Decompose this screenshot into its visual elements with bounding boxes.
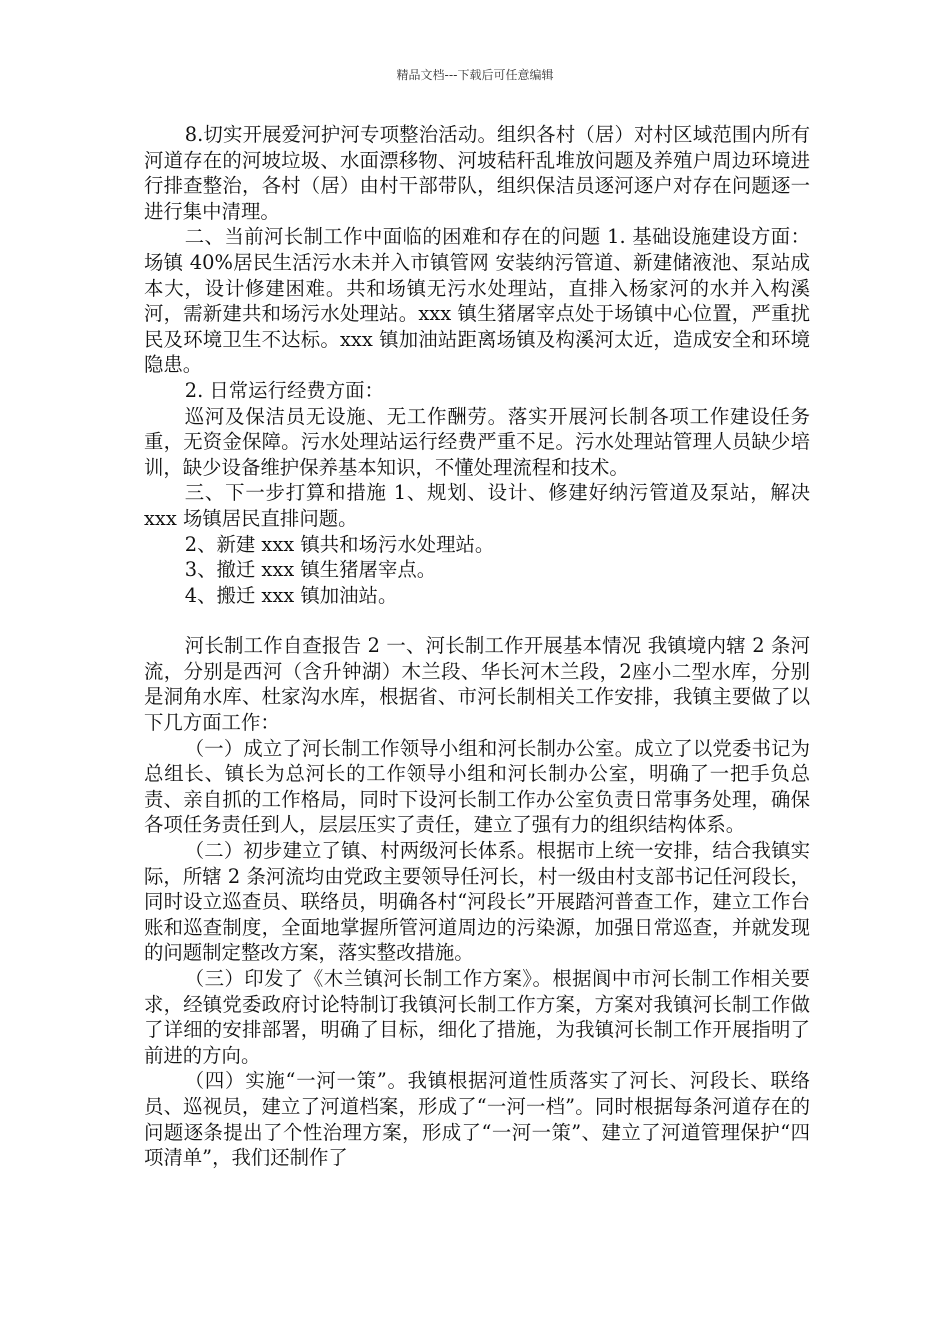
paragraph: 4、搬迁 xxx 镇加油站。 bbox=[184, 583, 398, 607]
paragraph: 3、撤迁 xxx 镇生猪屠宰点。 bbox=[184, 558, 437, 582]
page-header: 精品文档---下载后可任意编辑 bbox=[396, 68, 554, 82]
paragraph: 河长制工作自查报告 2 一、河长制工作开展基本情况 我镇境内辖 2 条河流，分别是西河（含升钟湖）木兰段、华长河木兰段，2座小二型水库，分别是洞角水库、杜家沟水库，根据省、市河长制相关工作安排，我镇主要做了以下几方面工作： bbox=[144, 634, 810, 735]
paragraph: （三）印发了《木兰镇河长制工作方案》。根据阆中市河长制工作相关要求，经镇党委政府讨论特制订我镇河长制工作方案，方案对我镇河长制工作做了详细的安排部署，明确了目标，细化了措施，为我镇河长制工作开展指明了前进的方向。 bbox=[144, 967, 810, 1067]
paragraph: 巡河及保洁员无设施、无工作酬劳。落实开展河长制各项工作建设任务重，无资金保障。污水处理站运行经费严重不足。污水处理站管理人员缺少培训，缺少设备维护保养基本知识，不懂处理流程和技术。 bbox=[144, 404, 810, 479]
paragraph: 三、下一步打算和措施 1、规划、设计、修建好纳污管道及泵站，解决 xxx 场镇居民直排问题。 bbox=[144, 481, 810, 530]
paragraph: （二）初步建立了镇、村两级河长体系。根据市上统一安排，结合我镇实际，所辖 2 条河流均由党政主要领导任河长，村一级由村支部书记任河段长，同时设立巡查员、联络员，明确各村“河段长”开展踏河普查工作，建立工作台账和巡查制度，全面地掌握所管河道周边的污染源，加强日常巡查，并就发现的问题制定整改方案，落实整改措施。 bbox=[144, 839, 810, 965]
paragraph: （一）成立了河长制工作领导小组和河长制办公室。成立了以党委书记为总组长、镇长为总河长的工作领导小组和河长制办公室，明确了一把手负总责、亲自抓的工作格局，同时下设河长制工作办公室负责日常事务处理，确保各项任务责任到人，层层压实了责任，建立了强有力的组织结构体系。 bbox=[144, 736, 810, 837]
paragraph: 8.切实开展爱河护河专项整治活动。组织各村（居）对村区域范围内所有河道存在的河坡垃圾、水面漂移物、河坡秸秆乱堆放问题及养殖户周边环境进行排查整治，各村（居）由村干部带队，组织保洁员逐河逐户对存在问题逐一进行集中清理。 bbox=[144, 123, 810, 223]
paragraph: 二、当前河长制工作中面临的困难和存在的问题 1. 基础设施建设方面：场镇 40%居民生活污水未并入市镇管网 安装纳污管道、新建储液池、泵站成本大，设计修建困难。共和场镇无污水处理站，直排入杨家河的水并入构溪河，需新建共和场污水处理站。xxx 镇生猪屠宰点处于场镇中心位置，严重扰民及环境卫生不达标。xxx 镇加油站距离场镇及构溪河太近，造成安全和环境隐患。 bbox=[144, 225, 810, 377]
paragraph: 2. 日常运行经费方面： bbox=[184, 378, 384, 402]
document-body bbox=[144, 122, 810, 1171]
paragraph: 2、新建 xxx 镇共和场污水处理站。 bbox=[184, 532, 495, 556]
paragraph: （四）实施“一河一策”。我镇根据河道性质落实了河长、河段长、联络员、巡视员，建立了河道档案，形成了“一河一档”。同时根据每条河道存在的问题逐条提出了个性治理方案，形成了“一河一策”、建立了河道管理保护“四项清单”，我们还制作了 bbox=[144, 1069, 810, 1170]
